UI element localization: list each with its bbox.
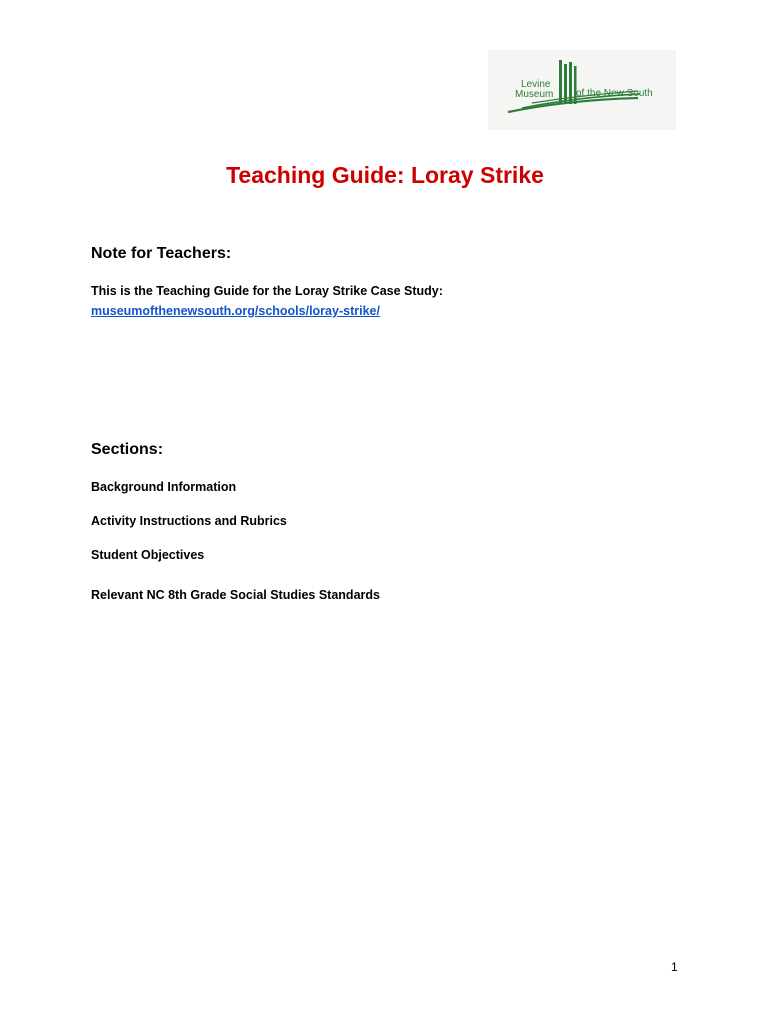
levine-museum-logo	[488, 50, 676, 130]
note-intro-text: This is the Teaching Guide for the Loray Strike Case Study:	[91, 284, 443, 298]
document-title: Teaching Guide: Loray Strike	[226, 162, 544, 188]
section-item: Background Information	[91, 480, 237, 494]
logo-text-of-the-new-south: of the New South	[576, 88, 653, 99]
section-item: Student Objectives	[91, 548, 205, 562]
logo-text-levine: Levine	[521, 79, 551, 90]
case-study-link[interactable]: museumofthenewsouth.org/schools/loray-strike/	[91, 304, 380, 318]
section-item: Activity Instructions and Rubrics	[91, 514, 287, 528]
page-number: 1	[671, 960, 678, 974]
section-item: Relevant NC 8th Grade Social Studies Standards	[91, 588, 380, 602]
note-heading: Note for Teachers:	[91, 245, 232, 262]
sections-heading: Sections:	[91, 441, 164, 458]
logo-text-museum: Museum	[515, 89, 554, 100]
